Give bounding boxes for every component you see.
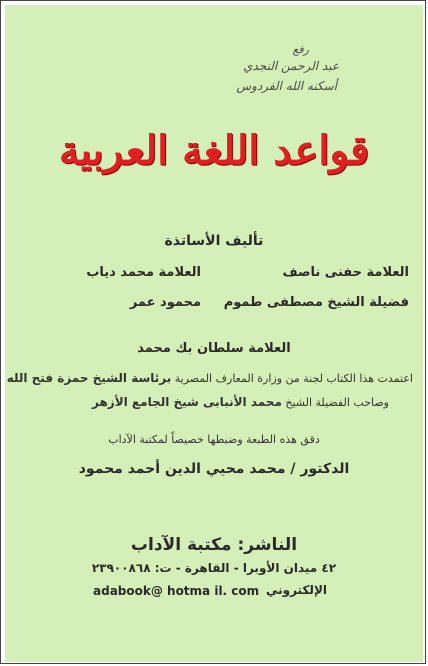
publisher-email: adabook@ hotma il. com	[93, 584, 260, 598]
publisher-address: ٤٢ ميدان الأوبرا - القاهرة - ت: ٢٣٩٠٠٨٦٨	[91, 561, 337, 575]
approval-azhar-sheikh-text: محمد الأنبابى شيخ الجامع الأزهر	[92, 395, 282, 409]
author-mohamed-diab: العلامة محمد دياب	[86, 265, 201, 280]
authorship-heading: تأليف الأساتذة	[164, 233, 264, 249]
author-mostafa-tammoum: فضيلة الشيخ مصطفى طموم	[223, 295, 409, 310]
editor-name: الدكتور / محمد محيي الدين أحمد محمود	[78, 461, 350, 477]
signature-line-1: رفع	[292, 43, 309, 56]
signature-line-2: عبد الرحمن النجدي	[243, 59, 339, 73]
approval-chair-text: برئاسة الشيخ حمزة فتح الله	[6, 371, 172, 385]
author-mahmoud-omar: محمود عمر	[129, 295, 201, 310]
signature-line-3: أسكنه الله الفردوس	[236, 79, 337, 93]
approval-line-2	[92, 395, 389, 409]
book-cover	[5, 5, 423, 662]
approval-committee-text: اعتمدت هذا الكتاب لجنة من وزارة المعارف المصرية	[174, 372, 413, 385]
book-title: قواعد اللغة العربية	[58, 127, 370, 174]
approval-eminence-text: وصاحب الفضيلة الشيخ	[285, 396, 389, 409]
approval-line-1	[7, 371, 413, 385]
email-label: الإلكتروني	[265, 583, 327, 597]
publisher-line: الناشر: مكتبة الآداب	[130, 535, 298, 555]
author-sultan-bek: العلامة سلطان بك محمد	[137, 341, 291, 356]
edition-note: دقق هذه الطبعة وضبطها خصيصاً لمكتبة الآداب	[108, 433, 320, 446]
author-hefny-nasef: العلامة حفنى ناصف	[282, 265, 409, 280]
